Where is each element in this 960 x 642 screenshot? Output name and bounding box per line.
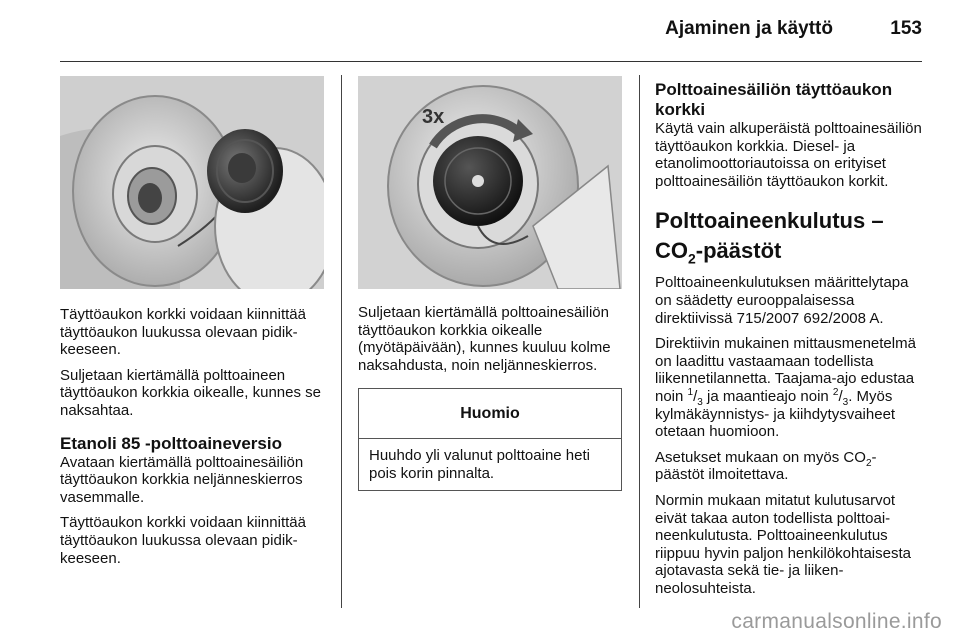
paragraph — [655, 449, 923, 484]
text-run: Asetukset mukaan on myös CO — [655, 448, 866, 466]
heading-line-2-prefix: CO — [655, 238, 688, 264]
paragraph: Suljetaan kiertämällä polttoainesäiliön täyttöaukon korkkia oikealle (myötäpäivään), kunnes kuuluu kolme naksahdusta, noin neljänneskierros. — [358, 304, 611, 374]
header-rule — [60, 61, 922, 62]
subscript: 2 — [688, 250, 696, 267]
text-run: Direktiivin mukainen mittausmenetelmä on laadittu vastaamaan todellista liikennetilannetta. Taajama-ajo edustaa noin — [655, 335, 916, 405]
column-divider-1 — [341, 75, 342, 608]
heading-line-1: Polttoaineenkulutus – — [655, 208, 884, 234]
heading-line-2-suffix: -päästöt — [695, 238, 782, 264]
column-divider-2 — [639, 75, 640, 608]
watermark: carmanualsonline.info — [731, 610, 942, 633]
paragraph: Täyttöaukon korkki voidaan kiinnittää täyttöaukon luukussa olevaan pidikkeeseen. — [60, 306, 306, 359]
text-run: . Myös kylmäkäynnistys- ja kiihdytysvaiheet otetaan huomioon. — [655, 387, 896, 441]
paragraph: Normin mukaan mitatut kulutusarvot eivät takaa auton todellista polttoaineenkulutusta. Polttoaineenkulutus riippuu hyvin paljon henkilökohtaisesta ajotavasta sekä tie- ja liikenneolosuhteista. — [655, 491, 911, 597]
rotation-count-label: 3x — [422, 106, 445, 128]
column-2 — [358, 304, 622, 382]
section-heading-fuel-consumption — [655, 206, 923, 266]
text-run: -päästöt ilmoitettava. — [655, 448, 877, 484]
fraction-numerator: 1 — [687, 386, 694, 398]
caution-box — [358, 388, 622, 491]
caution-title: Huomio — [359, 389, 621, 439]
paragraph: Polttoaineenkulutuksen määrittelytapa on säädetty eurooppalaisessa direktiivissä 715/2007 692/2008 A. — [655, 274, 909, 327]
paragraph: Suljetaan kiertämällä polttoaineen täyttöaukon korkkia oikealle, kunnes se naksahtaa. — [60, 366, 321, 419]
fuel-filler-cap-open-icon — [60, 76, 324, 289]
figure-fuel-cap-open — [60, 76, 324, 289]
figure-fuel-cap-rotate — [358, 76, 622, 289]
paragraph: Direktiivin mukainen mittausmenetelmä on laadittu vastaamaan todellista liikennetilannetta. Taajama-ajo edustaa noin $^1/_3$ ja maantieajo noin $^2/_3$. Myös kylmäkäynnistys- ja kiihdytysvaiheet otetaan huomioon. — [655, 335, 916, 441]
subscript: 2 — [865, 457, 872, 469]
paragraph: Avataan kiertämällä polttoainesäiliön täyttöaukon korkkia neljänneskierros vasemmalle. — [60, 453, 304, 506]
fraction-denominator: 3 — [697, 396, 703, 408]
fraction-numerator: 2 — [832, 386, 839, 398]
column-1 — [60, 306, 328, 575]
header-title: Ajaminen ja käyttö — [665, 18, 833, 39]
paragraph: Käytä vain alkuperäistä polttoainesäiliön täyttöaukon korkkia. Diesel- ja etanolimoottoriautoissa on erityiset polttoainesäiliön täyttöaukon korkit. — [655, 120, 922, 190]
fuel-filler-cap-rotate-icon — [358, 76, 622, 289]
text-run: ja maantieajo noin — [702, 387, 833, 405]
caution-text: Huuhdo yli valunut polttoaine heti pois korin pinnalta. — [369, 447, 590, 482]
fraction-denominator: 3 — [842, 396, 849, 408]
column-3 — [655, 80, 923, 605]
section-heading-ethanol: Etanoli 85 -polttoaineversio — [60, 433, 282, 453]
section-heading-fuel-cap: Polttoainesäiliön täyttöaukon korkki — [655, 80, 893, 119]
page-number: 153 — [890, 18, 922, 39]
paragraph: Täyttöaukon korkki voidaan kiinnittää täyttöaukon luukussa olevaan pidikkeeseen. — [60, 514, 306, 567]
